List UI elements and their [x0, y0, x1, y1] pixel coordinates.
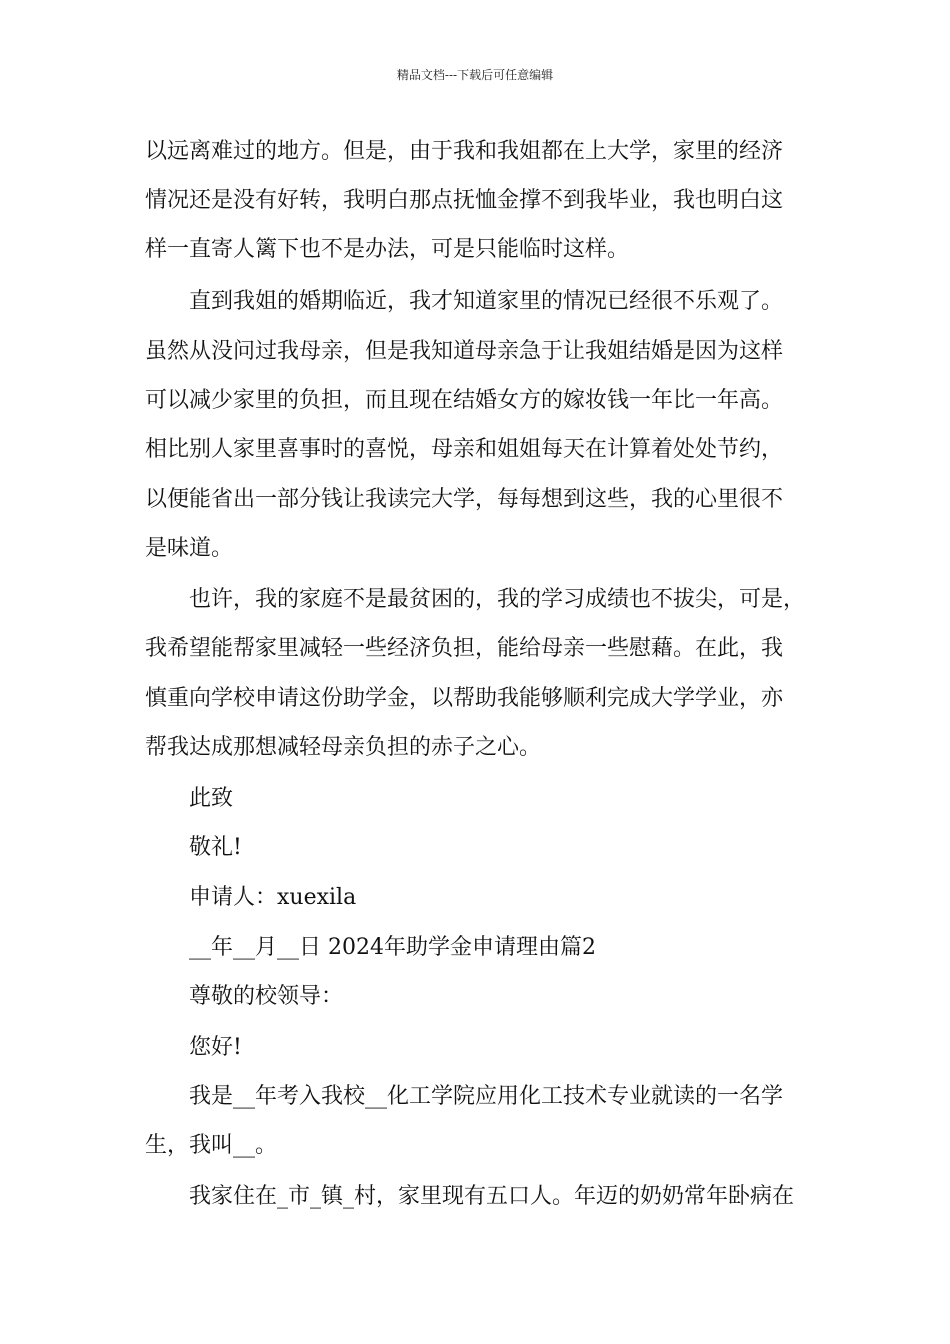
body-line: 是味道。: [145, 536, 234, 561]
body-line: 以远离难过的地方。但是，由于我和我姐都在上大学，家里的经济: [145, 139, 784, 164]
body-line: 以便能省出一部分钱让我读完大学，每每想到这些，我的心里很不: [145, 487, 784, 512]
body-line: 帮我达成那想减轻母亲负担的赤子之心。: [145, 735, 542, 760]
closing-line: 敬礼!: [189, 835, 242, 860]
body-line: 情况还是没有好转，我明白那点抚恤金撑不到我毕业，我也明白这: [145, 188, 784, 213]
body-line: 可以减少家里的负担，而且现在结婚女方的嫁妆钱一年比一年高。: [145, 388, 784, 413]
body-line: 生，我叫__。: [145, 1133, 278, 1158]
salutation-line: 尊敬的校领导：: [189, 984, 344, 1009]
greeting-line: 您好!: [189, 1035, 242, 1060]
body-line: 相比别人家里喜事时的喜悦，母亲和姐姐每天在计算着处处节约，: [145, 437, 784, 462]
applicant-line: 申请人：xuexila: [189, 885, 357, 910]
body-line: 我家住在_市_镇_村，家里现有五口人。年迈的奶奶常年卧病在: [189, 1184, 795, 1209]
body-line: 直到我姐的婚期临近，我才知道家里的情况已经很不乐观了。: [189, 289, 784, 314]
page-header: 精品文档---下载后可任意编辑: [396, 68, 554, 82]
body-line: 样一直寄人篱下也不是办法，可是只能临时这样。: [145, 237, 630, 262]
body-line: 我希望能帮家里减轻一些经济负担，能给母亲一些慰藉。在此，我: [145, 636, 784, 661]
closing-line: 此致: [189, 786, 234, 811]
body-line: 我是__年考入我校__化工学院应用化工技术专业就读的一名学: [189, 1084, 784, 1109]
body-line: 虽然从没问过我母亲，但是我知道母亲急于让我姐结婚是因为这样: [145, 339, 784, 364]
body-line: 慎重向学校申请这份助学金，以帮助我能够顺利完成大学学业，亦: [145, 686, 784, 711]
date-title-line: __年__月__日 2024年助学金申请理由篇2: [189, 935, 596, 960]
body-line: 也许，我的家庭不是最贫困的，我的学习成绩也不拔尖，可是，: [189, 587, 806, 612]
